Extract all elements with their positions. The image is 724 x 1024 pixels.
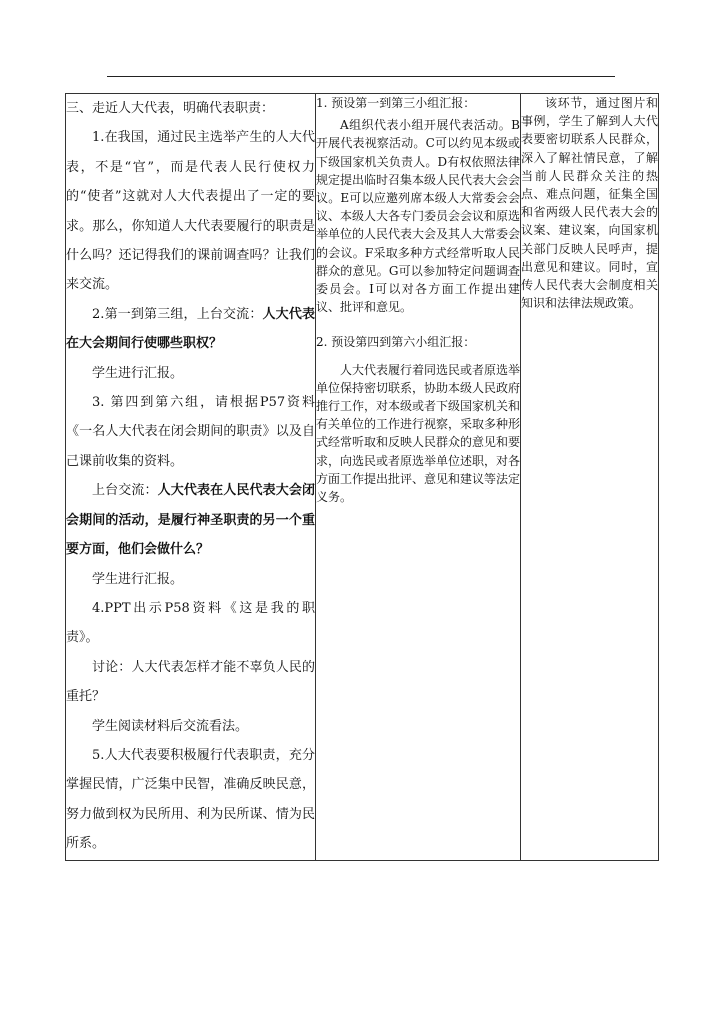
paragraph-10: 5.人大代表要积极履行代表职责，充分掌握民情，广泛集中民智，准确反映民意，努力做到权为民所用、利为民所谋、情为民所系。 bbox=[66, 747, 315, 852]
paragraph-6: 学生进行汇报。 bbox=[92, 571, 184, 587]
design-intent-cell bbox=[521, 94, 659, 861]
paragraph-4: 3. 第四到第六组，请根据P57资料《一名人大代表在闭会期间的职责》以及自己课前收集的资料。 bbox=[66, 395, 315, 469]
paragraph-2-prefix: 2.第一到第三组，上台交流： bbox=[92, 306, 263, 322]
preset-heading-2: 2. 预设第四到第六小组汇报： bbox=[316, 335, 476, 350]
lesson-plan-table bbox=[65, 93, 659, 861]
preset-heading-1: 1. 预设第一到第三小组汇报： bbox=[316, 96, 476, 110]
paragraph-2-question: 人大代表在大会期间行使哪些职权？ bbox=[66, 306, 315, 352]
paragraph-7: 4.PPT出示P58资料《这是我的职责》。 bbox=[66, 600, 315, 646]
paragraph-8: 讨论：人大代表怎样才能不辜负人民的重托？ bbox=[66, 659, 315, 705]
paragraph-5-prefix: 上台交流： bbox=[92, 483, 158, 499]
header-rule bbox=[107, 76, 615, 77]
paragraph-5 bbox=[66, 476, 315, 564]
design-intent-text: 该环节，通过图片和事例，学生了解到人大代表要密切联系人民群众，深入了解社情民意，了解当前人民群众关注的热点、难点问题，征集全国和省两级人民代表大会的议案、建议案，向国家机关部门反映人民呼声，提出意见和建议。同时，宣传人民代表大会制度相关知识和法律法规政策。 bbox=[521, 96, 658, 311]
table-row bbox=[66, 94, 659, 861]
student-activity-cell bbox=[316, 94, 521, 861]
paragraph-5-question: 人大代表在人民代表大会闭会期间的活动，是履行神圣职责的另一个重要方面，他们会做什么？ bbox=[66, 483, 315, 558]
paragraph-2 bbox=[66, 300, 315, 359]
section-heading: 三、走近人大代表，明确代表职责： bbox=[66, 101, 275, 116]
teaching-process-cell bbox=[66, 94, 316, 861]
paragraph-3: 学生进行汇报。 bbox=[92, 365, 184, 381]
paragraph-9: 学生阅读材料后交流看法。 bbox=[92, 718, 249, 734]
paragraph-1: 1.在我国，通过民主选举产生的人大代表，不是“官”，而是代表人民行使权力的“使者”这就对人大代表提出了一定的要求。那么，你知道人大代表要履行的职责是什么吗？还记得我们的课前调查吗？让我们来交流。 bbox=[66, 130, 315, 293]
preset-body-1: A组织代表小组开展代表活动。B开展代表视察活动。C可以约见本级或下级国家机关负责人。D有权依照法律规定提出临时召集本级人民代表大会会议。E可以应邀列席本级人大常委会会议、本级人大各专门委员会会议和原选举单位的人民代表大会及其人大常委会的会议。F采取多种方式经常听取人民群众的意见。G可以参加特定问题调查委员会。I可以对各方面工作提出建议、批评和意见。 bbox=[316, 118, 521, 315]
preset-body-2: 人大代表履行着同选民或者原选举单位保持密切联系，协助本级人民政府推行工作，对本级或者下级国家机关和有关单位的工作进行视察，采取多种形式经常听取和反映人民群众的意见和要求，向选民或者原选举单位述职，对各方面工作提出批评、意见和建议等法定义务。 bbox=[316, 362, 521, 505]
